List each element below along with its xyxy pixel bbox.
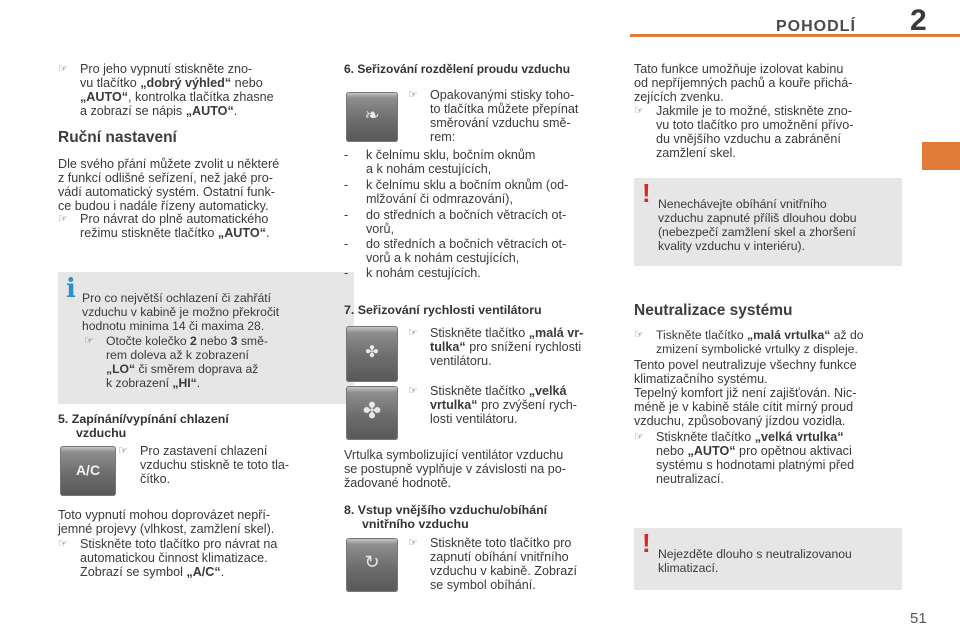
pointing-hand-icon: ☞ (408, 537, 418, 549)
pointing-hand-icon: ☞ (634, 329, 644, 341)
auto-off-bullet: ☞ Pro jeho vypnutí stiskněte zno- vu tlačítko „dobrý výhled“ nebo „AUTO“, kontrolka tlačítka zhasne a zobrazí se nápis „AUTO“. (58, 62, 274, 118)
manual-heading: Ruční nastavení (58, 129, 177, 146)
large-fan-icon: ✤ (362, 398, 382, 423)
section8-title: 8. Vstup vnějšího vzduchu/obíhání vnitřního vzduchu (344, 503, 548, 531)
pointing-hand-icon: ☞ (84, 335, 94, 347)
small-fan-icon: ✤ (365, 344, 379, 361)
ac-button: A/C (60, 446, 116, 496)
pointing-hand-icon: ☞ (58, 213, 68, 225)
col3-intro: Tato funkce umožňuje izolovat kabinu od nepříjemných pachů a kouře přichá- zejících zvenku. (634, 62, 853, 104)
section7-bullet1: ☞ Stiskněte tlačítko „malá vr- tulka“ pro snížení rychlosti ventilátoru. (408, 326, 584, 368)
info-text: Pro co největší ochlazení či zahřátí vzduchu v kabině je možno překročit hodnotu minima 14 či maxima 28. (82, 291, 280, 333)
section6-bullet: ☞ Opakovanými stisky toho- to tlačítka můžete přepínat směrování vzduchu smě- rem: (408, 88, 579, 144)
col3-intro-bullet: ☞ Jakmile je to možné, stiskněte zno- vu toto tlačítko pro umožnění přívo- du vnějšího vzduchu a zabránění zamžlení skel. (634, 104, 854, 160)
neutral-bullet2: ☞ Stiskněte tlačítko „velká vrtulka“ nebo „AUTO“ pro opětnou aktivaci systému s hodnotami platnými před neutralizací. (634, 430, 855, 486)
pointing-hand-icon: ☞ (408, 385, 418, 397)
neutral-text: Tento povel neutralizuje všechny funkce klimatizačního systému. Tepelný komfort již není zajišťován. Nic- méně je v kabině stále cítit mírný proud vzduchu, způsobovaný jízdou vozidla. (634, 358, 857, 428)
warning-icon: ! (642, 178, 651, 208)
list-item: - k nohám cestujících. (344, 266, 481, 280)
list-item: - k čelnímu sklu, bočním oknům a k nohám cestujících, (344, 148, 536, 176)
section7-title: 7. Seřizování rychlosti ventilátoru (344, 303, 542, 317)
pointing-hand-icon: ☞ (634, 431, 644, 443)
neutral-heading: Neutralizace systému (634, 302, 793, 319)
pointing-hand-icon: ☞ (408, 327, 418, 339)
pointing-hand-icon: ☞ (408, 89, 418, 101)
neutral-bullet: ☞ Tiskněte tlačítko „malá vrtulka“ až do zmizení symbolické vrtulky z displeje. (634, 328, 864, 356)
section5-text: Toto vypnutí mohou doprovázet nepří- jemné projevy (vlhkost, zamžlení skel). (58, 508, 275, 536)
pointing-hand-icon: ☞ (58, 538, 68, 550)
info-bullet: ☞ Otočte kolečko 2 nebo 3 smě- rem doleva až k zobrazení „LO“ či směrem doprava až k zobrazení „HI“. (84, 334, 268, 390)
large-fan-button (346, 386, 398, 440)
pointing-hand-icon: ☞ (58, 63, 68, 75)
manual-text: Dle svého přání můžete zvolit u některé z funkcí odlišné seřízení, než jaké pro- vádí automatický systém. Ostatní funk- ce budou i nadále řízeny automaticky. (58, 157, 280, 213)
warning-icon: ! (642, 528, 651, 558)
pointing-hand-icon: ☞ (118, 445, 128, 457)
section5-bullet: ☞ Pro zastavení chlazení vzduchu stiskně te toto tla- čítko. (118, 444, 290, 486)
air-distribution-button (346, 92, 398, 142)
page-number: 51 (910, 610, 927, 627)
section6-title: 6. Seřizování rozdělení proudu vzduchu (344, 62, 571, 76)
list-item: - k čelnímu sklu a bočním oknům (od- mlžování či odmrazování), (344, 178, 569, 206)
pointing-hand-icon: ☞ (634, 105, 644, 117)
chapter-number: 2 (910, 4, 927, 37)
section7-text: Vrtulka symbolizující ventilátor vzduchu se postupně vyplňuje v závislosti na po- žadované hodnotě. (344, 448, 566, 490)
list-item: - do středních a bočních větracích ot- vorů a k nohám cestujících, (344, 237, 567, 265)
section5-bullet2: ☞ Stiskněte toto tlačítko pro návrat na automatickou činnost klimatizace. Zobrazí se symbol „A/C“. (58, 537, 278, 579)
air-distribution-icon: ❧ (364, 105, 380, 125)
return-auto-bullet: ☞ Pro návrat do plně automatického režimu stiskněte tlačítko „AUTO“. (58, 212, 270, 240)
info-icon: i (66, 274, 76, 304)
section8-bullet: ☞ Stiskněte toto tlačítko pro zapnutí obíhání vnitřního vzduchu v kabině. Zobrazí se symbol obíhání. (408, 536, 578, 592)
small-fan-button (346, 326, 398, 382)
page-title: POHODLÍ (776, 18, 856, 35)
section5-title: 5. Zapínání/vypínání chlazení vzduchu (58, 412, 229, 440)
list-item: - do středních a bočních větracích ot- vorů, (344, 208, 567, 236)
recirculation-icon: ↻ (364, 552, 380, 572)
warning-text-1: Nenechávejte obíhání vnitřního vzduchu zapnuté příliš dlouhou dobu (nebezpečí zamžlení skel a zhoršení kvality vzduchu v interiéru). (658, 197, 857, 253)
warning-text-2: Nejezděte dlouho s neutralizovanou klimatizací. (658, 547, 852, 575)
section7-bullet2: ☞ Stiskněte tlačítko „velká vrtulka“ pro zvýšení rych- losti ventilátoru. (408, 384, 577, 426)
recirculation-button (346, 538, 398, 592)
